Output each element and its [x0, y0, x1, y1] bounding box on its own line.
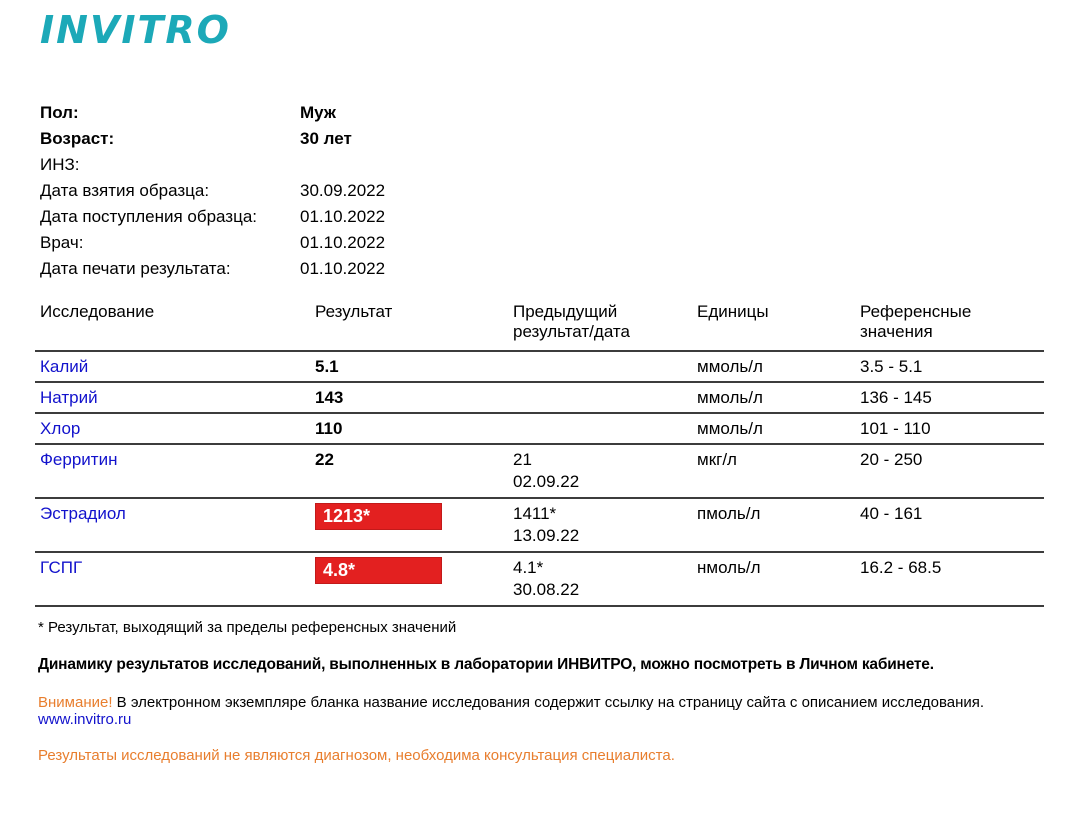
invitro-logo: INVITRO — [40, 8, 231, 52]
header-result: Результат — [315, 302, 393, 321]
result-value: 110 — [315, 419, 343, 438]
table-row — [35, 498, 1044, 552]
patient-info-value: 30.09.2022 — [300, 181, 386, 200]
table-row — [35, 552, 1044, 606]
reference-range: 20 - 250 — [860, 450, 923, 469]
reference-range: 16.2 - 68.5 — [860, 558, 942, 577]
patient-info-label: ИНЗ: — [40, 155, 80, 174]
patient-info-row — [40, 178, 1076, 204]
test-name-link[interactable]: Эстрадиол — [40, 504, 126, 523]
units-value: пмоль/л — [697, 504, 761, 523]
table-row — [35, 351, 1044, 382]
units-value: ммоль/л — [697, 419, 763, 438]
test-name-link[interactable]: Хлор — [40, 419, 81, 438]
result-value: 143 — [315, 388, 344, 407]
patient-info-label: Дата взятия образца: — [40, 181, 210, 200]
units-value: мкг/л — [697, 450, 737, 469]
table-row — [35, 382, 1044, 413]
header-reference: Референсные значения — [860, 302, 972, 341]
previous-result-value: 1411* — [513, 504, 557, 523]
patient-info-row — [40, 256, 1076, 282]
patient-info-row — [40, 126, 1076, 152]
note-dynamics: Динамику результатов исследований, выполненных в лаборатории ИНВИТРО, можно посмотреть в Личном кабинете. — [38, 656, 934, 673]
attention-label: Внимание! — [38, 694, 113, 711]
patient-info-value: 01.10.2022 — [300, 233, 386, 252]
results-header-row — [35, 298, 1044, 351]
patient-info-row — [40, 152, 1076, 178]
patient-info-row — [40, 230, 1076, 256]
results-table — [35, 298, 1044, 607]
results-table-wrap — [35, 298, 1044, 607]
note-out-of-range: * Результат, выходящий за пределы референсных значений — [38, 619, 457, 636]
patient-info-label: Врач: — [40, 233, 84, 252]
attention-text: В электронном экземпляре бланка название исследования содержит ссылку на страницу сайта с описанием исследования. — [116, 694, 985, 711]
patient-info-value: 01.10.2022 — [300, 259, 386, 278]
test-name-link[interactable]: Натрий — [40, 388, 98, 407]
previous-result-date: 13.09.22 — [513, 526, 580, 545]
table-row — [35, 444, 1044, 498]
result-value: 4.8* — [315, 557, 442, 584]
previous-result-value: 4.1* — [513, 558, 544, 577]
previous-result-value: 21 — [513, 450, 532, 469]
patient-info-label: Пол: — [40, 103, 79, 122]
patient-info-value: Муж — [300, 103, 336, 122]
patient-info-row — [40, 100, 1076, 126]
patient-info-label: Дата поступления образца: — [40, 207, 258, 226]
patient-info-label: Дата печати результата: — [40, 259, 231, 278]
test-name-link[interactable]: ГСПГ — [40, 558, 83, 577]
units-value: ммоль/л — [697, 357, 763, 376]
note-disclaimer: Результаты исследований не являются диагнозом, необходима консультация специалиста. — [38, 747, 675, 764]
patient-info-label: Возраст: — [40, 129, 115, 148]
header-test: Исследование — [40, 302, 155, 321]
table-row — [35, 413, 1044, 444]
note-attention — [38, 694, 1076, 728]
result-value: 1213* — [315, 503, 442, 530]
result-value: 5.1 — [315, 357, 339, 376]
patient-info-value: 01.10.2022 — [300, 207, 386, 226]
header-units: Единицы — [697, 302, 769, 321]
invitro-site-link[interactable]: www.invitro.ru — [38, 711, 132, 728]
reference-range: 136 - 145 — [860, 388, 932, 407]
header-previous-result: Предыдущий результат/дата — [513, 302, 630, 341]
previous-result-date: 30.08.22 — [513, 580, 580, 599]
result-value: 22 — [315, 450, 334, 469]
units-value: ммоль/л — [697, 388, 763, 407]
patient-info-block — [40, 100, 1076, 282]
reference-range: 101 - 110 — [860, 419, 931, 438]
reference-range: 40 - 161 — [860, 504, 923, 523]
patient-info-value: 30 лет — [300, 129, 352, 148]
test-name-link[interactable]: Ферритин — [40, 450, 118, 469]
test-name-link[interactable]: Калий — [40, 357, 89, 376]
previous-result-date: 02.09.22 — [513, 472, 580, 491]
patient-info-row — [40, 204, 1076, 230]
units-value: нмоль/л — [697, 558, 761, 577]
reference-range: 3.5 - 5.1 — [860, 357, 923, 376]
